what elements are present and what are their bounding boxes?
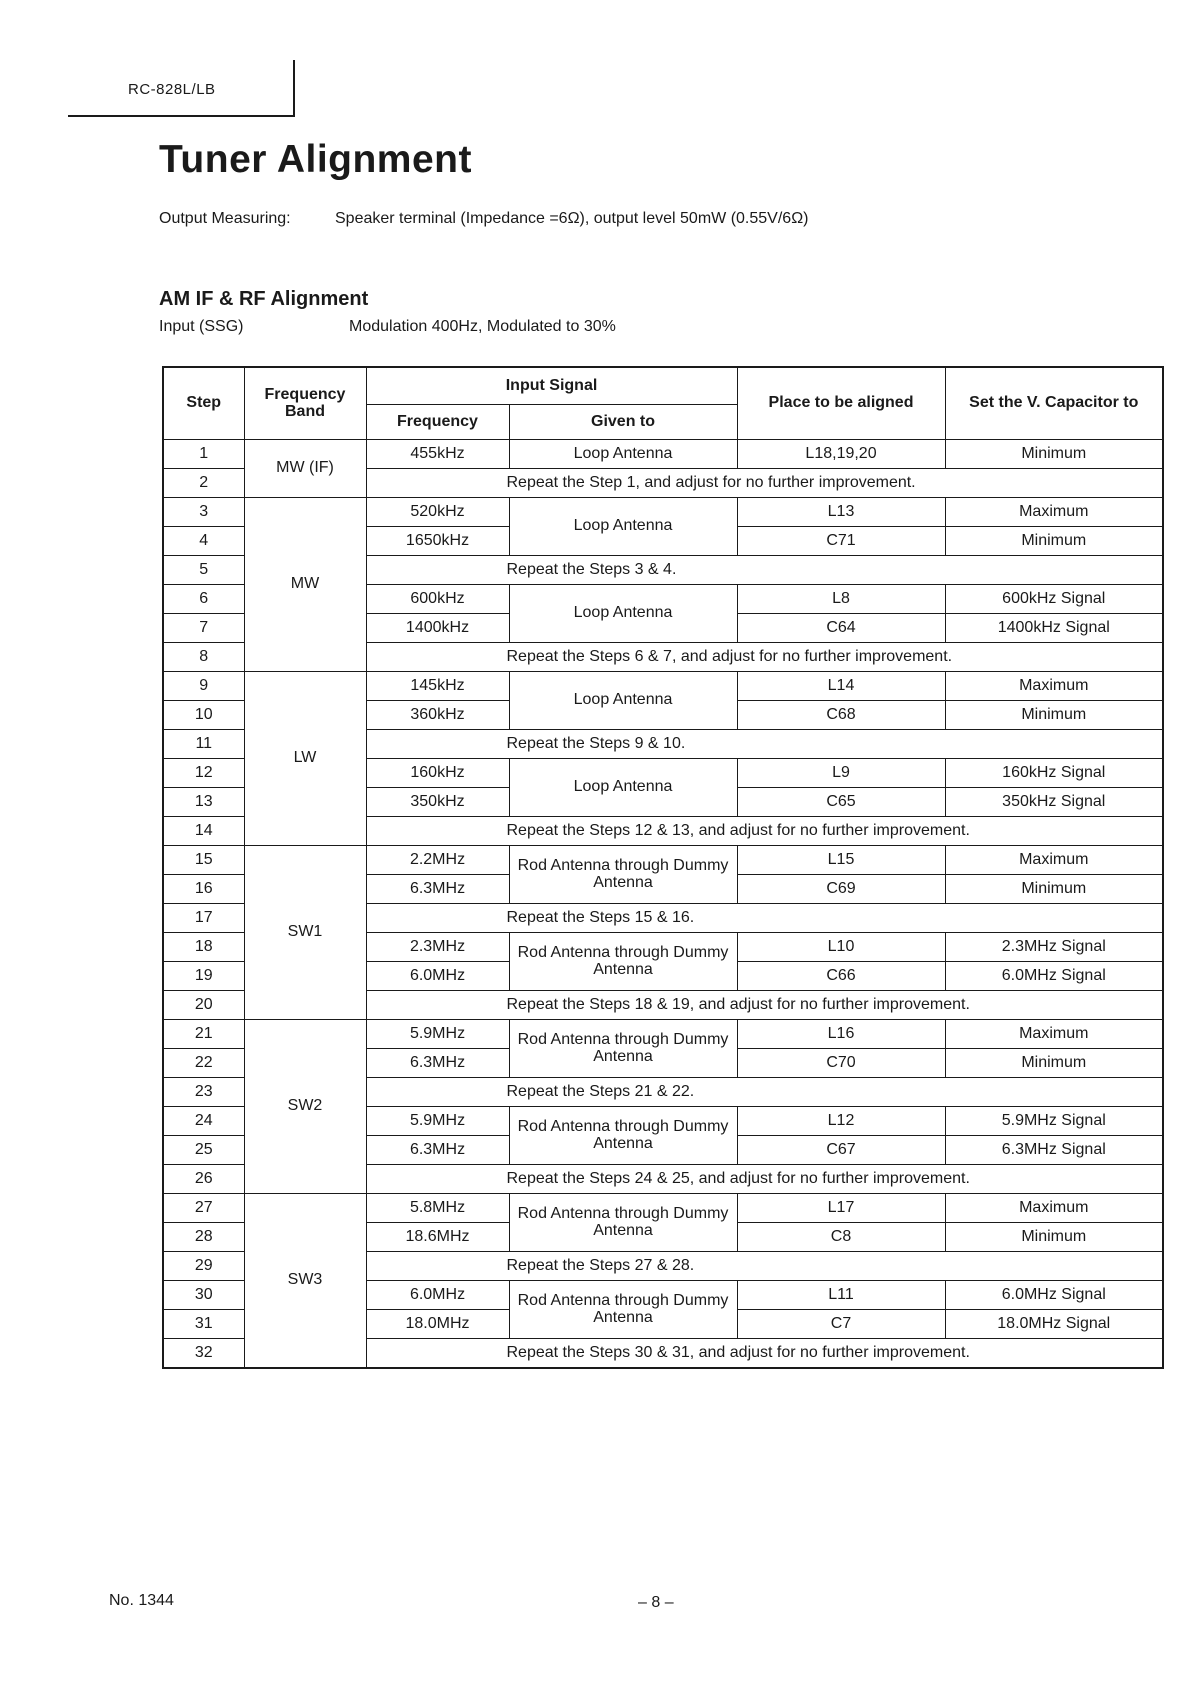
frequency-cell: 6.3MHz [366, 1049, 509, 1078]
given-to-cell: Loop Antenna [509, 585, 737, 643]
step-cell: 21 [163, 1020, 244, 1049]
capacitor-cell: 160kHz Signal [945, 759, 1163, 788]
band-cell: MW [244, 498, 366, 672]
capacitor-cell: Maximum [945, 846, 1163, 875]
place-cell: C71 [737, 527, 945, 556]
capacitor-cell: 600kHz Signal [945, 585, 1163, 614]
place-cell: C66 [737, 962, 945, 991]
step-cell: 14 [163, 817, 244, 846]
capacitor-cell: 6.0MHz Signal [945, 1281, 1163, 1310]
header-step: Step [163, 367, 244, 440]
table-row [163, 846, 1163, 875]
given-to-cell: Rod Antenna through Dummy Antenna [509, 846, 737, 904]
frequency-cell: 6.0MHz [366, 962, 509, 991]
output-measuring [159, 210, 808, 228]
repeat-note: Repeat the Steps 21 & 22. [366, 1078, 1163, 1107]
model-code: RC-828L/LB [128, 81, 216, 98]
given-to-cell: Loop Antenna [509, 672, 737, 730]
step-cell: 25 [163, 1136, 244, 1165]
step-cell: 11 [163, 730, 244, 759]
capacitor-cell: 2.3MHz Signal [945, 933, 1163, 962]
capacitor-cell: Maximum [945, 1194, 1163, 1223]
frequency-cell: 18.6MHz [366, 1223, 509, 1252]
step-cell: 6 [163, 585, 244, 614]
capacitor-cell: 6.0MHz Signal [945, 962, 1163, 991]
frequency-cell: 6.3MHz [366, 875, 509, 904]
capacitor-cell: Minimum [945, 527, 1163, 556]
band-cell: SW1 [244, 846, 366, 1020]
place-cell: L13 [737, 498, 945, 527]
place-cell: L11 [737, 1281, 945, 1310]
repeat-note: Repeat the Steps 6 & 7, and adjust for no further improvement. [366, 643, 1163, 672]
step-cell: 18 [163, 933, 244, 962]
frequency-cell: 520kHz [366, 498, 509, 527]
model-code-box [68, 60, 295, 117]
frequency-cell: 360kHz [366, 701, 509, 730]
frequency-cell: 160kHz [366, 759, 509, 788]
given-to-cell: Rod Antenna through Dummy Antenna [509, 1281, 737, 1339]
output-measuring-value: Speaker terminal (Impedance =6Ω), output level 50mW (0.55V/6Ω) [335, 210, 809, 227]
header-given-to: Given to [509, 405, 737, 440]
place-cell: L15 [737, 846, 945, 875]
capacitor-cell: 6.3MHz Signal [945, 1136, 1163, 1165]
frequency-cell: 5.8MHz [366, 1194, 509, 1223]
capacitor-cell: Maximum [945, 498, 1163, 527]
given-to-cell: Rod Antenna through Dummy Antenna [509, 1194, 737, 1252]
input-ssg-label: Input (SSG) [159, 318, 244, 335]
band-cell: SW2 [244, 1020, 366, 1194]
step-cell: 7 [163, 614, 244, 643]
frequency-cell: 1400kHz [366, 614, 509, 643]
frequency-cell: 5.9MHz [366, 1020, 509, 1049]
header-frequency: Frequency [366, 405, 509, 440]
step-cell: 32 [163, 1339, 244, 1369]
capacitor-cell: Minimum [945, 1049, 1163, 1078]
step-cell: 26 [163, 1165, 244, 1194]
table-row [163, 1020, 1163, 1049]
place-cell: C69 [737, 875, 945, 904]
capacitor-cell: Minimum [945, 440, 1163, 469]
capacitor-cell: 5.9MHz Signal [945, 1107, 1163, 1136]
frequency-cell: 350kHz [366, 788, 509, 817]
step-cell: 27 [163, 1194, 244, 1223]
capacitor-cell: Minimum [945, 875, 1163, 904]
frequency-cell: 6.3MHz [366, 1136, 509, 1165]
table-row [163, 498, 1163, 527]
capacitor-cell: Maximum [945, 1020, 1163, 1049]
repeat-note: Repeat the Steps 27 & 28. [366, 1252, 1163, 1281]
step-cell: 30 [163, 1281, 244, 1310]
step-cell: 20 [163, 991, 244, 1020]
repeat-note: Repeat the Steps 15 & 16. [366, 904, 1163, 933]
frequency-cell: 1650kHz [366, 527, 509, 556]
step-cell: 10 [163, 701, 244, 730]
step-cell: 2 [163, 469, 244, 498]
alignment-table [162, 366, 1164, 1369]
step-cell: 19 [163, 962, 244, 991]
page-title: Tuner Alignment [159, 138, 472, 181]
frequency-cell: 145kHz [366, 672, 509, 701]
frequency-cell: 18.0MHz [366, 1310, 509, 1339]
place-cell: L18,19,20 [737, 440, 945, 469]
table-row [163, 672, 1163, 701]
header-capacitor: Set the V. Capacitor to [945, 367, 1163, 440]
table-row [163, 1194, 1163, 1223]
place-cell: C8 [737, 1223, 945, 1252]
page-number: – 8 – [638, 1594, 674, 1611]
document-number: No. 1344 [109, 1592, 174, 1609]
place-cell: L12 [737, 1107, 945, 1136]
capacitor-cell: Minimum [945, 1223, 1163, 1252]
repeat-note: Repeat the Step 1, and adjust for no further improvement. [366, 469, 1163, 498]
step-cell: 5 [163, 556, 244, 585]
step-cell: 17 [163, 904, 244, 933]
step-cell: 15 [163, 846, 244, 875]
given-to-cell: Loop Antenna [509, 440, 737, 469]
given-to-cell: Rod Antenna through Dummy Antenna [509, 1107, 737, 1165]
step-cell: 4 [163, 527, 244, 556]
repeat-note: Repeat the Steps 3 & 4. [366, 556, 1163, 585]
step-cell: 22 [163, 1049, 244, 1078]
capacitor-cell: 1400kHz Signal [945, 614, 1163, 643]
frequency-cell: 2.3MHz [366, 933, 509, 962]
place-cell: L16 [737, 1020, 945, 1049]
step-cell: 12 [163, 759, 244, 788]
repeat-note: Repeat the Steps 18 & 19, and adjust for no further improvement. [366, 991, 1163, 1020]
place-cell: L10 [737, 933, 945, 962]
step-cell: 9 [163, 672, 244, 701]
step-cell: 28 [163, 1223, 244, 1252]
band-cell: LW [244, 672, 366, 846]
given-to-cell: Rod Antenna through Dummy Antenna [509, 1020, 737, 1078]
step-cell: 24 [163, 1107, 244, 1136]
table-row [163, 440, 1163, 469]
frequency-cell: 600kHz [366, 585, 509, 614]
header-input-signal: Input Signal [366, 367, 737, 405]
step-cell: 31 [163, 1310, 244, 1339]
place-cell: L9 [737, 759, 945, 788]
repeat-note: Repeat the Steps 24 & 25, and adjust for no further improvement. [366, 1165, 1163, 1194]
given-to-cell: Loop Antenna [509, 759, 737, 817]
section-title: AM IF & RF Alignment [159, 288, 369, 310]
given-to-cell: Loop Antenna [509, 498, 737, 556]
input-ssg [159, 318, 616, 336]
capacitor-cell: 18.0MHz Signal [945, 1310, 1163, 1339]
place-cell: C68 [737, 701, 945, 730]
step-cell: 8 [163, 643, 244, 672]
input-ssg-value: Modulation 400Hz, Modulated to 30% [349, 318, 616, 335]
capacitor-cell: 350kHz Signal [945, 788, 1163, 817]
output-measuring-label: Output Measuring: [159, 210, 291, 227]
header-band: Frequency Band [244, 367, 366, 440]
place-cell: C70 [737, 1049, 945, 1078]
step-cell: 23 [163, 1078, 244, 1107]
place-cell: L14 [737, 672, 945, 701]
step-cell: 29 [163, 1252, 244, 1281]
step-cell: 3 [163, 498, 244, 527]
capacitor-cell: Minimum [945, 701, 1163, 730]
band-cell: MW (IF) [244, 440, 366, 498]
frequency-cell: 5.9MHz [366, 1107, 509, 1136]
repeat-note: Repeat the Steps 9 & 10. [366, 730, 1163, 759]
given-to-cell: Rod Antenna through Dummy Antenna [509, 933, 737, 991]
frequency-cell: 455kHz [366, 440, 509, 469]
step-cell: 16 [163, 875, 244, 904]
place-cell: C67 [737, 1136, 945, 1165]
place-cell: L17 [737, 1194, 945, 1223]
header-place: Place to be aligned [737, 367, 945, 440]
place-cell: C65 [737, 788, 945, 817]
step-cell: 1 [163, 440, 244, 469]
frequency-cell: 6.0MHz [366, 1281, 509, 1310]
place-cell: C7 [737, 1310, 945, 1339]
capacitor-cell: Maximum [945, 672, 1163, 701]
place-cell: C64 [737, 614, 945, 643]
place-cell: L8 [737, 585, 945, 614]
frequency-cell: 2.2MHz [366, 846, 509, 875]
repeat-note: Repeat the Steps 12 & 13, and adjust for no further improvement. [366, 817, 1163, 846]
band-cell: SW3 [244, 1194, 366, 1369]
repeat-note: Repeat the Steps 30 & 31, and adjust for no further improvement. [366, 1339, 1163, 1369]
step-cell: 13 [163, 788, 244, 817]
